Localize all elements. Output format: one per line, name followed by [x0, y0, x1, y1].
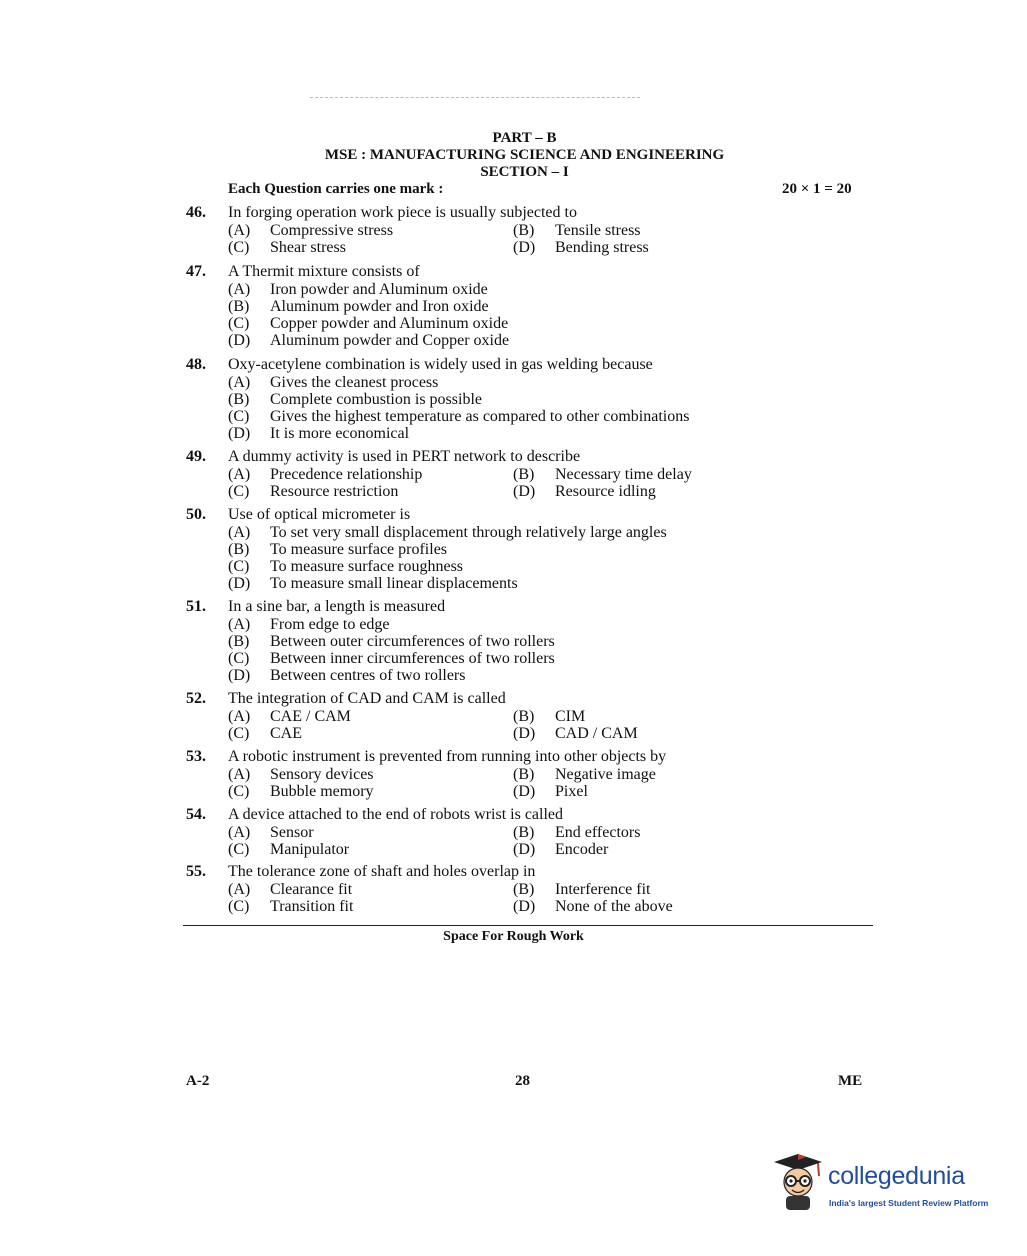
option-text: Negative image: [555, 765, 656, 783]
option-text: Gives the cleanest process: [270, 373, 439, 391]
option-d: [513, 783, 588, 800]
option-a: [228, 616, 390, 633]
option-letter: (C): [228, 897, 250, 915]
option-letter: (D): [228, 425, 251, 443]
marks-note: Each Question carries one mark :: [228, 181, 444, 197]
scan-artifact-line: [310, 97, 640, 100]
option-text: Sensor: [270, 823, 314, 841]
option-d: [513, 725, 638, 742]
option-d: [228, 667, 465, 684]
question-number: 51.: [186, 598, 206, 615]
option-text: Aluminum powder and Copper oxide: [270, 332, 510, 350]
option-d: [513, 898, 673, 915]
option-letter: (B): [228, 390, 250, 408]
option-a: [228, 466, 422, 483]
option-letter: (A): [228, 765, 251, 783]
option-letter: (A): [228, 880, 251, 898]
mascot-icon: [768, 1150, 826, 1220]
option-text: Resource restriction: [270, 482, 399, 500]
part-heading: PART – B: [492, 130, 557, 146]
option-letter: (B): [513, 465, 535, 483]
option-text: Compressive stress: [270, 221, 394, 239]
option-a: [228, 524, 667, 541]
question-text: A device attached to the end of robots wrist is called: [228, 806, 564, 823]
collegedunia-logo: [768, 1150, 998, 1220]
option-letter: (A): [228, 373, 251, 391]
option-text: Between outer circumferences of two rollers: [270, 632, 555, 650]
option-d: [228, 425, 409, 442]
option-letter: (D): [513, 897, 536, 915]
option-b: [513, 881, 650, 898]
divider-line: [183, 925, 873, 926]
option-text: Iron powder and Aluminum oxide: [270, 280, 488, 298]
option-text: Gives the highest temperature as compared to other combinations: [270, 408, 690, 426]
option-text: Encoder: [555, 840, 609, 858]
option-letter: (D): [513, 238, 536, 256]
page-number: 28: [515, 1073, 530, 1089]
option-text: Manipulator: [270, 840, 350, 858]
option-letter: (B): [228, 297, 250, 315]
option-text: Aluminum powder and Iron oxide: [270, 297, 489, 315]
option-text: CAE / CAM: [270, 707, 351, 725]
option-letter: (A): [228, 707, 251, 725]
option-letter: (C): [228, 650, 250, 668]
option-letter: (B): [228, 540, 250, 558]
option-letter: (B): [228, 632, 250, 650]
option-text: Complete combustion is possible: [270, 390, 482, 408]
option-text: Necessary time delay: [555, 465, 692, 483]
option-letter: (D): [513, 840, 536, 858]
option-b: [513, 766, 656, 783]
option-a: [228, 281, 488, 298]
option-b: [513, 222, 641, 239]
option-c: [228, 725, 302, 742]
option-b: [228, 391, 482, 408]
option-text: To measure surface roughness: [270, 558, 464, 576]
option-text: To measure surface profiles: [270, 540, 448, 558]
question-number: 50.: [186, 506, 206, 523]
option-b: [513, 824, 640, 841]
option-b: [228, 541, 447, 558]
option-text: None of the above: [555, 897, 673, 915]
option-letter: (D): [513, 782, 536, 800]
option-letter: (B): [513, 707, 535, 725]
option-b: [513, 466, 692, 483]
question-number: 52.: [186, 690, 206, 707]
option-letter: (C): [228, 840, 250, 858]
subject-heading: MSE : MANUFACTURING SCIENCE AND ENGINEERING: [324, 147, 725, 163]
option-c: [228, 408, 689, 425]
question-text: In a sine bar, a length is measured: [228, 598, 446, 615]
marks-total: 20 × 1 = 20: [782, 181, 852, 197]
question-text: A Thermit mixture consists of: [228, 263, 420, 280]
footer-subject: ME: [838, 1073, 863, 1089]
option-d: [228, 332, 509, 349]
question-number: 47.: [186, 263, 206, 280]
question-text: Oxy-acetylene combination is widely used in gas welding because: [228, 356, 653, 373]
option-c: [228, 783, 374, 800]
footer-code: A-2: [186, 1073, 210, 1089]
option-b: [513, 708, 585, 725]
option-letter: (B): [513, 823, 535, 841]
option-c: [228, 650, 555, 667]
option-text: Shear stress: [270, 238, 346, 256]
option-letter: (C): [228, 558, 250, 576]
option-a: [228, 708, 351, 725]
option-text: End effectors: [555, 823, 641, 841]
option-letter: (D): [228, 667, 251, 685]
section-heading: SECTION – I: [480, 164, 569, 180]
option-text: It is more economical: [270, 425, 410, 443]
question-text: In forging operation work piece is usually subjected to: [228, 204, 577, 221]
option-c: [228, 239, 346, 256]
option-b: [228, 298, 489, 315]
option-text: CAE: [270, 724, 302, 742]
option-text: Between inner circumferences of two rollers: [270, 650, 555, 668]
option-text: Transition fit: [270, 897, 354, 915]
option-text: Sensory devices: [270, 765, 374, 783]
question-number: 54.: [186, 806, 206, 823]
option-d: [513, 483, 656, 500]
option-letter: (C): [228, 724, 250, 742]
question-text: The tolerance zone of shaft and holes overlap in: [228, 863, 536, 880]
option-text: Resource idling: [555, 482, 656, 500]
option-text: To measure small linear displacements: [270, 575, 518, 593]
option-c: [228, 898, 353, 915]
option-letter: (D): [513, 482, 536, 500]
option-text: Copper powder and Aluminum oxide: [270, 315, 509, 333]
option-d: [513, 841, 608, 858]
brand-name: collegedunia: [828, 1162, 965, 1190]
option-c: [228, 483, 398, 500]
question-text: A robotic instrument is prevented from running into other objects by: [228, 748, 667, 765]
question-text: A dummy activity is used in PERT network to describe: [228, 448, 581, 465]
option-text: Bending stress: [555, 238, 649, 256]
option-letter: (A): [228, 523, 251, 541]
option-text: Bubble memory: [270, 782, 374, 800]
option-a: [228, 766, 374, 783]
question-number: 48.: [186, 356, 206, 373]
option-a: [228, 222, 393, 239]
option-a: [228, 374, 438, 391]
option-letter: (C): [228, 408, 250, 426]
option-text: Pixel: [555, 782, 588, 800]
option-a: [228, 824, 314, 841]
option-letter: (A): [228, 465, 251, 483]
option-letter: (D): [228, 575, 251, 593]
option-text: To set very small displacement through relatively large angles: [270, 523, 667, 541]
option-text: Tensile stress: [555, 221, 641, 239]
option-c: [228, 315, 508, 332]
question-text: Use of optical micrometer is: [228, 506, 411, 523]
question-text: The integration of CAD and CAM is called: [228, 690, 506, 707]
option-letter: (B): [513, 880, 535, 898]
option-letter: (B): [513, 765, 535, 783]
option-letter: (C): [228, 482, 250, 500]
option-letter: (C): [228, 782, 250, 800]
option-c: [228, 841, 349, 858]
option-b: [228, 633, 555, 650]
option-letter: (A): [228, 221, 251, 239]
option-text: CIM: [555, 707, 586, 725]
option-text: CAD / CAM: [555, 724, 638, 742]
option-letter: (A): [228, 823, 251, 841]
option-text: Clearance fit: [270, 880, 353, 898]
option-d: [228, 575, 518, 592]
question-number: 46.: [186, 204, 206, 221]
option-letter: (C): [228, 315, 250, 333]
option-text: Precedence relationship: [270, 465, 423, 483]
option-letter: (D): [513, 724, 536, 742]
question-number: 55.: [186, 863, 206, 880]
option-letter: (B): [513, 221, 535, 239]
option-text: From edge to edge: [270, 615, 390, 633]
option-text: Interference fit: [555, 880, 651, 898]
option-letter: (A): [228, 280, 251, 298]
question-number: 49.: [186, 448, 206, 465]
option-text: Between centres of two rollers: [270, 667, 466, 685]
question-number: 53.: [186, 748, 206, 765]
option-a: [228, 881, 352, 898]
option-letter: (A): [228, 615, 251, 633]
rough-work-label: Space For Rough Work: [443, 929, 584, 944]
brand-tagline: India's largest Student Review Platform: [829, 1198, 989, 1208]
option-letter: (D): [228, 332, 251, 350]
option-d: [513, 239, 649, 256]
option-letter: (C): [228, 238, 250, 256]
option-c: [228, 558, 463, 575]
